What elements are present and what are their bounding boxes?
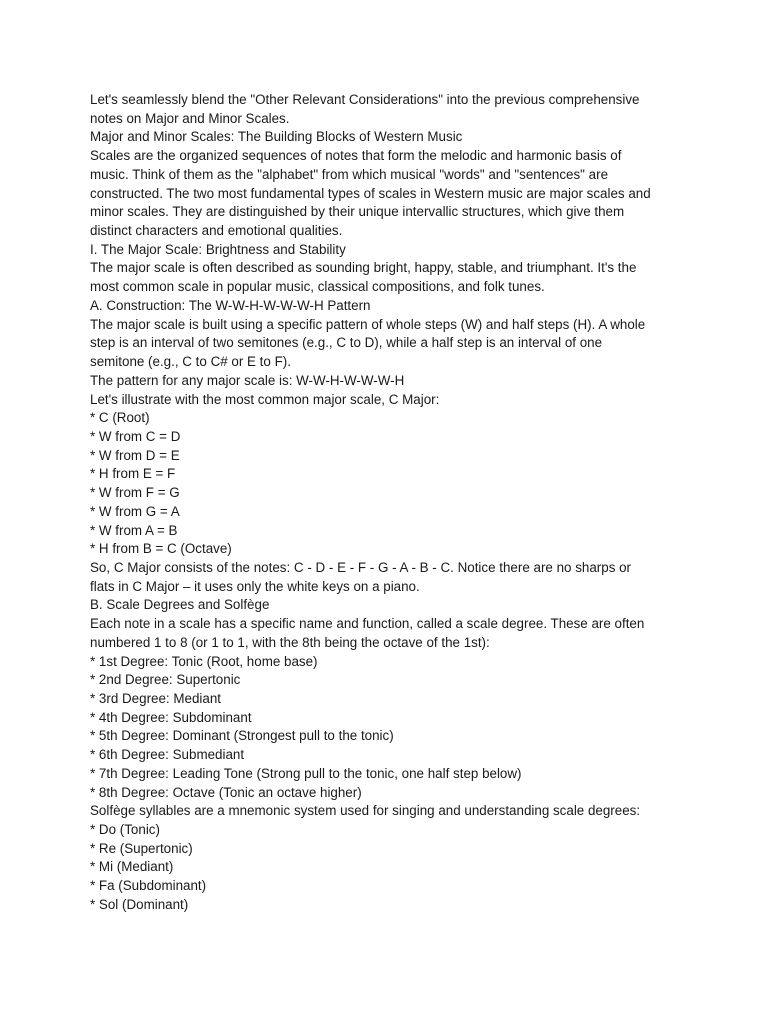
text-line: distinct characters and emotional qualities. [90,223,343,239]
text-line: Solfège syllables are a mnemonic system used for singing and understanding scale degrees: [90,803,641,819]
section-heading: Major and Minor Scales: The Building Blocks of Western Music [90,129,463,145]
text-line: minor scales. They are distinguished by their unique intervallic structures, which give them [90,204,625,220]
list-item: * 7th Degree: Leading Tone (Strong pull to the tonic, one half step below) [90,765,522,781]
list-item: * Re (Supertonic) [90,840,193,856]
text-line: music. Think of them as the "alphabet" from which musical "words" and "sentences" are [90,166,609,182]
text-line: numbered 1 to 8 (or 1 to 1, with the 8th being the octave of the 1st): [90,634,490,650]
text-line: most common scale in popular music, classical compositions, and folk tunes. [90,279,545,295]
list-item: * W from C = D [90,428,181,444]
list-item: * W from A = B [90,522,178,538]
text-line: notes on Major and Minor Scales. [90,110,290,126]
text-line: The major scale is built using a specific pattern of whole steps (W) and half steps (H). A whole [90,316,646,332]
list-item: * 3rd Degree: Mediant [90,691,222,706]
list-item: * W from F = G [90,485,180,501]
list-item: * 2nd Degree: Supertonic [90,672,241,688]
list-item: * Sol (Dominant) [90,896,189,912]
section-heading: I. The Major Scale: Brightness and Stability [90,241,346,257]
list-item: * 4th Degree: Subdominant [90,709,252,725]
list-item: * 1st Degree: Tonic (Root, home base) [90,653,318,669]
list-item: * 8th Degree: Octave (Tonic an octave higher) [90,784,362,800]
text-line: Let's seamlessly blend the "Other Relevant Considerations" into the previous comprehensive [90,92,640,107]
list-item: * C (Root) [90,410,150,426]
text-line: So, C Major consists of the notes: C - D - E - F - G - A - B - C. Notice there are no sharps or [90,559,632,575]
document-page [90,91,690,915]
text-line: Scales are the organized sequences of notes that form the melodic and harmonic basis of [90,148,622,164]
text-line: Each note in a scale has a specific name and function, called a scale degree. These are often [90,616,645,632]
text-line: step is an interval of two semitones (e.g., C to D), while a half step is an interval of one [90,335,603,351]
list-item: * 5th Degree: Dominant (Strongest pull to the tonic) [90,728,394,744]
list-item: * H from E = F [90,466,176,482]
text-line: flats in C Major – it uses only the white keys on a piano. [90,578,420,594]
text-line: constructed. The two most fundamental types of scales in Western music are major scales and [90,185,651,201]
list-item: * W from G = A [90,503,180,519]
text-line: The major scale is often described as sounding bright, happy, stable, and triumphant. It's the [90,260,637,276]
subsection-heading: A. Construction: The W-W-H-W-W-W-H Pattern [90,297,371,313]
text-line: semitone (e.g., C to C# or E to F). [90,354,291,370]
list-item: * Fa (Subdominant) [90,878,207,894]
list-item: * W from D = E [90,447,180,463]
subsection-heading: B. Scale Degrees and Solfège [90,597,270,613]
list-item: * Mi (Mediant) [90,859,174,875]
list-item: * 6th Degree: Submediant [90,747,245,763]
list-item: * H from B = C (Octave) [90,541,232,557]
text-line: The pattern for any major scale is: W-W-H-W-W-W-H [90,372,405,388]
list-item: * Do (Tonic) [90,822,160,838]
text-line: Let's illustrate with the most common major scale, C Major: [90,391,440,407]
